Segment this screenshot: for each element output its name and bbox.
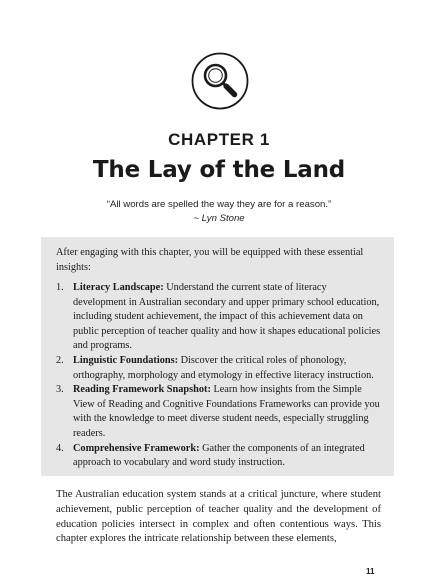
insight-item [56,354,381,383]
insights-list [56,281,381,471]
insight-title: Comprehensive Framework: [73,442,200,454]
insight-text: Discover the critical roles of phonology, orthography, morphology and etymology in effective literacy instruction. [73,354,374,381]
insight-item [56,281,381,354]
insight-title: Reading Framework Snapshot: [73,384,211,396]
epigraph-quote: “All words are spelled the way they are for a reason.” [106,199,332,210]
magnifying-glass-icon [191,52,249,110]
chapter-label: CHAPTER 1 [168,130,270,149]
insight-item [56,383,381,441]
insight-number: 3. [56,384,64,396]
insight-text: Understand the current state of literacy development in Australian secondary and upper primary school education, including student achievement, the impact of this achievement data on public perception of teacher quality and how it shapes educational policies and programs. [73,282,381,352]
insight-number: 1. [56,282,64,293]
insight-item [56,442,381,471]
body-paragraph: The Australian education system stands at a critical juncture, where student achievement, public perception of teacher quality and the development of education policies intersect in complex and often contentious ways. This chapter explores the intricate relationship between these elements, [56,489,381,545]
insight-text: Learn how insights from the Simple View of Reading and Cognitive Foundations Frameworks can provide you with the knowledge to meet diverse student needs, especially struggling readers. [73,384,380,439]
insight-title: Linguistic Foundations: [73,354,179,366]
insight-number: 4. [56,442,64,454]
epigraph-author: ~ Lyn Stone [193,213,245,224]
insights-intro: After engaging with this chapter, you will be equipped with these essential insights: [56,247,364,273]
chapter-title: The Lay of the Land [92,157,346,183]
insight-text: Gather the components of an integrated approach to vocabulary and word study instruction. [73,442,365,469]
insight-title: Literacy Landscape: [73,282,164,293]
page-number: 11 [366,567,375,576]
insight-number: 2. [56,354,64,366]
